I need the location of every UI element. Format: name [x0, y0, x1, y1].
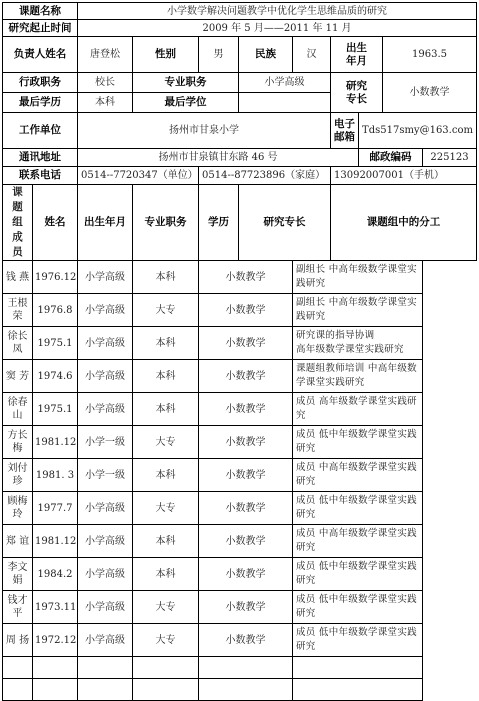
member-specialty: 小数教学 — [199, 294, 293, 327]
member-post — [78, 657, 133, 679]
value-email: Tds517smy@163.com — [359, 113, 477, 149]
member-row — [3, 294, 477, 327]
member-birth: 1977.7 — [33, 492, 78, 525]
member-task — [293, 679, 423, 701]
member-post: 小学高级 — [78, 591, 133, 624]
member-birth: 1976.12 — [33, 261, 78, 294]
member-name: 刘付珍 — [3, 459, 33, 492]
member-row — [3, 657, 477, 679]
member-specialty — [199, 657, 293, 679]
member-post: 小学一级 — [78, 426, 133, 459]
value-degree — [239, 93, 331, 113]
member-row — [3, 360, 477, 393]
member-specialty — [199, 679, 293, 701]
value-project-name: 小学数学解决问题教学中优化学生思维品质的研究 — [78, 3, 477, 20]
members-side-text: 课题组成员 — [12, 186, 23, 258]
member-task: 副组长 中高年级数学课堂实践研究 — [293, 294, 423, 327]
label-project-name: 课题名称 — [3, 3, 78, 20]
header-task: 课题组中的分工 — [331, 185, 477, 261]
member-specialty: 小数教学 — [199, 360, 293, 393]
label-education: 最后学历 — [3, 93, 78, 113]
label-address: 通讯地址 — [3, 149, 78, 167]
header-name: 姓名 — [33, 185, 78, 261]
label-members-side — [3, 185, 33, 261]
member-edu — [133, 679, 199, 701]
row-period — [3, 20, 477, 37]
label-admin-post: 行政职务 — [3, 73, 78, 93]
member-specialty: 小数教学 — [199, 525, 293, 558]
label-birth: 出生 年月 — [331, 37, 383, 73]
label-ethnicity: 民族 — [239, 37, 293, 73]
value-gender: 男 — [199, 37, 239, 73]
member-task: 成员 中高年级数学课堂实践研究 — [293, 525, 423, 558]
form-table — [2, 2, 477, 701]
member-edu: 本科 — [133, 393, 199, 426]
member-task: 成员 高年级数学课堂实践研究 — [293, 393, 423, 426]
value-birth: 1963.5 — [383, 37, 477, 73]
member-post — [78, 679, 133, 701]
member-edu: 大专 — [133, 591, 199, 624]
value-phone-home: 0514--87723896（家庭） — [199, 167, 331, 185]
member-name: 周 扬 — [3, 624, 33, 657]
member-task: 成员 中高年级数学课堂实践研究 — [293, 459, 423, 492]
member-edu — [133, 657, 199, 679]
label-workplace: 工作单位 — [3, 113, 78, 149]
member-name: 顾梅玲 — [3, 492, 33, 525]
member-row — [3, 591, 477, 624]
member-name: 钱 燕 — [3, 261, 33, 294]
member-birth — [33, 657, 78, 679]
member-birth: 1974.6 — [33, 360, 78, 393]
label-postcode: 邮政编码 — [359, 149, 423, 167]
member-birth: 1975.1 — [33, 327, 78, 360]
member-rows — [3, 261, 477, 701]
member-edu: 大专 — [133, 426, 199, 459]
row-leader — [3, 37, 477, 73]
header-birth: 出生年月 — [78, 185, 133, 261]
member-task — [293, 657, 423, 679]
member-birth: 1975.1 — [33, 393, 78, 426]
value-research: 小数教学 — [383, 73, 477, 113]
member-birth — [33, 679, 78, 701]
value-ethnicity: 汉 — [293, 37, 331, 73]
member-specialty: 小数教学 — [199, 393, 293, 426]
label-gender: 性别 — [133, 37, 199, 73]
member-post: 小学高级 — [78, 558, 133, 591]
member-name: 郑 谊 — [3, 525, 33, 558]
member-post: 小学一级 — [78, 459, 133, 492]
member-row — [3, 492, 477, 525]
member-task: 研究课的指导协调 高年级数学课堂实践研究 — [293, 327, 423, 360]
value-leader: 唐登松 — [78, 37, 133, 73]
member-edu: 本科 — [133, 558, 199, 591]
member-specialty: 小数教学 — [199, 459, 293, 492]
member-row — [3, 261, 477, 294]
label-prof-post: 专业职务 — [133, 73, 239, 93]
project-application-form — [2, 2, 476, 650]
member-birth: 1981. 3 — [33, 459, 78, 492]
member-name — [3, 657, 33, 679]
member-specialty: 小数教学 — [199, 327, 293, 360]
row-admin-post — [3, 73, 477, 93]
member-birth: 1984.2 — [33, 558, 78, 591]
member-task: 副组长 中高年级数学课堂实践研究 — [293, 261, 423, 294]
member-row — [3, 426, 477, 459]
member-row — [3, 679, 477, 701]
member-birth: 1972.12 — [33, 624, 78, 657]
row-address — [3, 149, 477, 167]
row-member-headers — [3, 185, 477, 261]
row-phone — [3, 167, 477, 185]
member-edu: 大专 — [133, 624, 199, 657]
member-specialty: 小数教学 — [199, 426, 293, 459]
member-name: 方长梅 — [3, 426, 33, 459]
label-research: 研究 专长 — [331, 73, 383, 113]
member-task: 课题组教师培训 中高年级数学课堂实践研究 — [293, 360, 423, 393]
member-specialty: 小数教学 — [199, 492, 293, 525]
value-address: 扬州市甘泉镇甘东路 46 号 — [78, 149, 359, 167]
member-task: 成员 低中年级数学课堂实践研究 — [293, 624, 423, 657]
member-edu: 本科 — [133, 525, 199, 558]
member-name — [3, 679, 33, 701]
value-phone-unit: 0514--7720347（单位） — [78, 167, 199, 185]
member-birth: 1981.12 — [33, 426, 78, 459]
member-post: 小学高级 — [78, 327, 133, 360]
member-name: 钱才平 — [3, 591, 33, 624]
member-name: 徐长凤 — [3, 327, 33, 360]
label-period: 研究起止时间 — [3, 20, 78, 37]
value-admin-post: 校长 — [78, 73, 133, 93]
member-edu: 本科 — [133, 360, 199, 393]
row-project-name — [3, 3, 477, 20]
member-name: 徐春山 — [3, 393, 33, 426]
value-prof-post: 小学高级 — [239, 73, 331, 93]
member-specialty: 小数教学 — [199, 591, 293, 624]
member-post: 小学高级 — [78, 393, 133, 426]
header-edu: 学历 — [199, 185, 239, 261]
member-row — [3, 558, 477, 591]
value-phone-mobile: 13092007001（手机） — [331, 167, 477, 185]
member-edu: 本科 — [133, 327, 199, 360]
member-row — [3, 525, 477, 558]
label-phone: 联系电话 — [3, 167, 78, 185]
member-task: 成员 低中年级数学课堂实践研究 — [293, 426, 423, 459]
member-task: 成员 低中年级数学课堂实践研究 — [293, 558, 423, 591]
member-post: 小学高级 — [78, 294, 133, 327]
member-task: 成员 低中年级数学课堂实践研究 — [293, 591, 423, 624]
member-name: 李文娟 — [3, 558, 33, 591]
row-workplace — [3, 113, 477, 149]
member-edu: 本科 — [133, 459, 199, 492]
member-name: 王根荣 — [3, 294, 33, 327]
member-edu: 本科 — [133, 261, 199, 294]
member-post: 小学高级 — [78, 360, 133, 393]
member-specialty: 小数教学 — [199, 624, 293, 657]
member-name: 窦 芳 — [3, 360, 33, 393]
member-task: 成员 低中年级数学课堂实践研究 — [293, 492, 423, 525]
member-post: 小学高级 — [78, 492, 133, 525]
member-post: 小学高级 — [78, 624, 133, 657]
member-post: 小学高级 — [78, 261, 133, 294]
member-specialty: 小数教学 — [199, 261, 293, 294]
member-row — [3, 327, 477, 360]
member-birth: 1973.11 — [33, 591, 78, 624]
member-post: 小学高级 — [78, 525, 133, 558]
member-edu: 大专 — [133, 294, 199, 327]
member-row — [3, 393, 477, 426]
member-edu: 大专 — [133, 492, 199, 525]
value-education: 本科 — [78, 93, 133, 113]
value-postcode: 225123 — [423, 149, 477, 167]
label-degree: 最后学位 — [133, 93, 239, 113]
member-row — [3, 459, 477, 492]
header-specialty: 研究专长 — [239, 185, 331, 261]
member-birth: 1981.12 — [33, 525, 78, 558]
member-birth: 1976.8 — [33, 294, 78, 327]
header-post: 专业职务 — [133, 185, 199, 261]
label-email: 电子 邮箱 — [331, 113, 359, 149]
member-specialty: 小数教学 — [199, 558, 293, 591]
value-workplace: 扬州市甘泉小学 — [78, 113, 331, 149]
label-leader: 负责人姓名 — [3, 37, 78, 73]
value-period: 2009 年 5 月——2011 年 11 月 — [78, 20, 477, 37]
